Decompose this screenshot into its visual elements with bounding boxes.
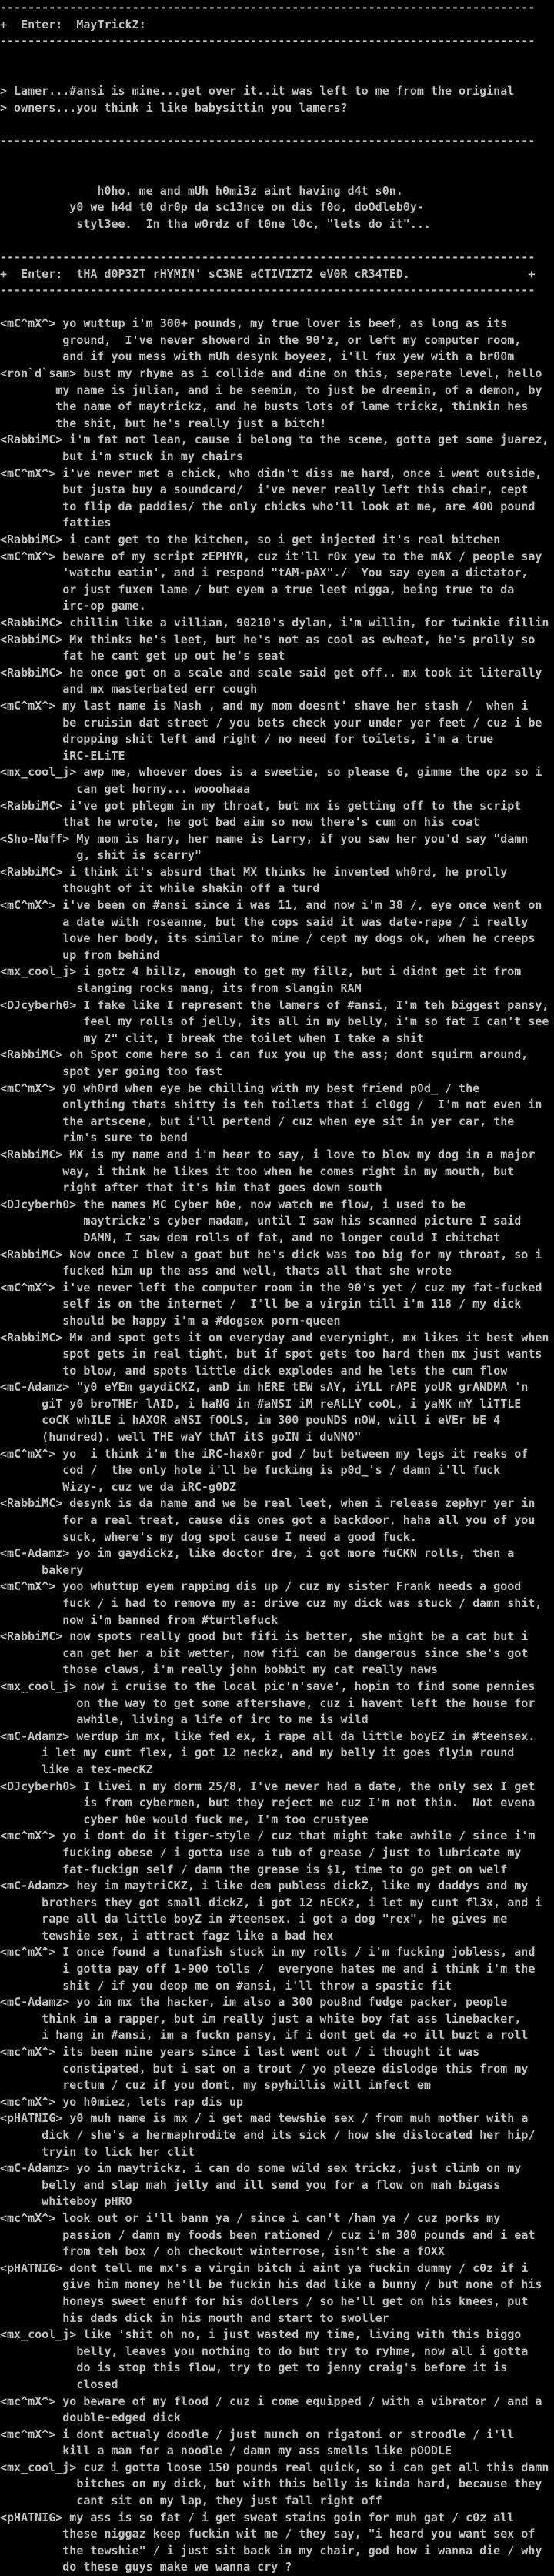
text-line: or just fuxen lame / but eyem a true leet nigga, being true to da (0, 582, 515, 596)
text-line: from teh box / oh checkout winterrose, isn't she a fOXX (0, 2244, 445, 2259)
text-line: now i'm banned from #turtlefuck (0, 1612, 279, 1627)
text-line: honeys sweet enuff for his dollers / so he'll get on his knees, put (0, 2294, 529, 2308)
chat-line: <RabbiMC> MX is my name and i'm hear to say, i love to blow my dog in a major (0, 1147, 536, 1161)
text-line: maytrickz's cyber madam, until I saw his scanned picture I said (0, 1214, 522, 1228)
separator-line: ----------------------------------------------------------------------------- (0, 133, 536, 148)
text-line: i gotta pay off 1-900 tolls / everyone hates me and i think i'm the (0, 1962, 536, 1976)
chat-line: <mC-Adamz> hey im maytriCKZ, i like dem publess dickZ, like my daddys and my (0, 1879, 529, 1893)
chat-line: <RabbiMC> desynk is da name and we be real leet, when i release zephyr yer in (0, 1496, 536, 1511)
text-line: dick / she's a hermaphrodite and its sick / how she dislocated her hip/ (0, 2128, 536, 2142)
text-line: that he wrote, he got bad aim so now there's cum on his coat (0, 815, 480, 830)
chat-nick: <mc^mX^> (0, 2094, 56, 2109)
text-line: but i'm stuck in my chairs (0, 449, 244, 464)
text-line: on the way to get some aftershave, cuz i havent left the house for (0, 1696, 536, 1710)
chat-nick: <mc^mX^> (0, 2427, 56, 2441)
text-line: the name of maytrickz, and he busts lots of lame trickz, thinkin hes (0, 399, 529, 414)
text-line: tryin to lick her clit (0, 2144, 195, 2159)
text-line: for a real treat, cause dis ones got a backdoor, haha all you of you (0, 1513, 536, 1528)
text-line: rectum / cuz if you dont, my spyhillis will infect em (0, 2078, 431, 2093)
text-line: passion / damn my foods been rationed / cuz i'm 300 pounds and i eat (0, 2227, 536, 2242)
text-line: and mx masterbated err cough (0, 682, 258, 697)
text-line: those claws, i'm really john bobbit my cat really naws (0, 1662, 438, 1677)
chat-line: <pHATNIG> y0 muh name is mx / i get mad tewshie sex / from muh mother with a (0, 2111, 529, 2126)
text-line: love her body, its similar to mine / cept my dogs ok, when he creeps (0, 931, 536, 946)
text-line: cant sit on my lap, they just fall right off (0, 2494, 382, 2508)
text-line: awhile, living a life of irc to me is wild (0, 1712, 369, 1727)
text-line: kill a man for a noodle / damn my ass smells like pOODLE (0, 2444, 452, 2458)
chat-nick: <DJcyberh0> (0, 1779, 77, 1793)
text-line: do these guys make we wanna cry ? (0, 2560, 292, 2574)
text-line: cod / the only hole i'll be fucking is p0d_'s / damn i'll fuck (0, 1463, 501, 1478)
chat-nick: <pHATNIG> (0, 2260, 63, 2275)
text-line: feel my rolls of jelly, its all in my belly, i'm so fat I can't see (0, 1014, 549, 1029)
text-line: whiteboy pHRO (0, 2194, 132, 2209)
chat-nick: <ron`d`sam> (0, 366, 77, 381)
chat-nick: <Sho-Nuff> (0, 831, 70, 846)
text-line: styl3ee. In tha w0rdz of t0ne l0c, "lets do it"... (0, 216, 431, 231)
text-line: suck, where's my dog spot cause I need a good fuck. (0, 1529, 417, 1544)
text-line: cyber h0e would fuck me, I'm too crustyee (0, 1812, 369, 1826)
chat-nick: <RabbiMC> (0, 1147, 63, 1161)
text-line: thought of it while shakin off a turd (0, 881, 320, 896)
text-line: should be happy i'm a #dogsex porn-queen (0, 1313, 341, 1328)
text-line: the artscene, but i'll pertend / cuz when eye sit in yer car, the (0, 1114, 515, 1128)
text-line: up from behind (0, 947, 160, 962)
chat-line: <mC-Adamz> yo im maytrickz, i can do some wild sex trickz, just climb on my (0, 2161, 522, 2176)
text-line: fucked him up the ass and well, thats all that she wrote (0, 1264, 452, 1278)
text-line: the tewshie" / i just sit back in my chair, god how i wanna die / why (0, 2543, 542, 2558)
chat-line: <mC-Adamz> "y0 eYEm gaydiCKZ, anD im hERE tEW sAY, iYLL rAPE yoUR grANDMA 'n (0, 1380, 529, 1395)
chat-nick: <RabbiMC> (0, 864, 63, 879)
chat-line: <pHATNIG> my ass is so fat / i get sweat stains goin for muh gat / c0z all (0, 2510, 515, 2524)
chat-nick: <mx_cool_j> (0, 2327, 77, 2342)
chat-nick: <mc^mX^> (0, 2394, 56, 2408)
text-line: and if you mess with mUh desynk boyeez, i'll fux yew with a br00m (0, 349, 515, 364)
text-line: spot gets in real tight, but if spot gets too hard then mx just wants (0, 1347, 542, 1362)
text-line: way, i think he likes it too when he comes right in my mouth, but (0, 1164, 515, 1178)
chat-line: <mC-Adamz> yo im mx tha hacker, im also a 300 pou8nd fudge packer, people (0, 1995, 508, 2010)
text-line: can get horny... wooohaaa (0, 781, 251, 796)
text-line: fatties (0, 516, 112, 530)
chat-nick: <mC-Adamz> (0, 1729, 70, 1743)
text-line: belly, leaves you nothing to do but try to ryhme, now all i gotta (0, 2344, 529, 2358)
text-line: give him money he'll be fuckin his dad like a bunny / but none of his (0, 2277, 542, 2292)
text-line: (hundred). well THE waY thAT itS goIN i duNNO" (0, 1430, 362, 1445)
chat-line: <mx_cool_j> now i cruise to the local pic'n'save', hopin to find some pennies (0, 1679, 536, 1693)
chat-line: <RabbiMC> i've got phlegm in my throat, but mx is getting off to the script (0, 798, 522, 813)
chat-line: <mc^mX^> i dont actualy doodle / just munch on rigatoni or stroodle / i'll (0, 2427, 515, 2441)
text-line: think im a rapper, but im really just a white boy fat ass linebacker, (0, 2011, 522, 2026)
text-line: slanging rocks mang, its from slangin RAM (0, 981, 362, 996)
chat-nick: <mC^mX^> (0, 1280, 56, 1295)
blank-line (0, 66, 554, 83)
text-line: DAMN, I saw dem rolls of fat, and no longer could I chitchat (0, 1230, 501, 1245)
chat-line: <mc^mX^> look out or i'll bann ya / since i can't /ham ya / cuz porks my (0, 2210, 501, 2225)
chat-nick: <mC^mX^> (0, 1081, 56, 1095)
chat-nick: <RabbiMC> (0, 1247, 63, 1261)
chat-line: <DJcyberh0> I livei n my dorm 25/8, I've never had a date, the only sex I get (0, 1779, 536, 1793)
text-line: self is on the internet / I'll be a virgin till i'm 118 / my dick (0, 1297, 522, 1311)
text-line: i hang in #ansi, im a fuckn pansy, if i dont get da +o ill buzt a roll (0, 2028, 529, 2043)
chat-line: <mC^mX^> yo wuttup i'm 300+ pounds, my true lover is beef, as long as its (0, 316, 508, 331)
chat-nick: <RabbiMC> (0, 433, 63, 447)
text-line: spot yer going too fast (0, 1064, 222, 1078)
chat-line: <mC-Adamz> yo im gaydickz, like doctor dre, i got more fuCKN rolls, then a (0, 1546, 515, 1561)
text-line: to blow, and spots little dick explodes and he lets the cum flow (0, 1363, 508, 1378)
text-line: dropping shit left and right / no need for toilets, i'm a true (0, 732, 494, 747)
chat-nick: <mx_cool_j> (0, 1679, 77, 1693)
chat-line: <RabbiMC> i'm fat not lean, cause i belong to the scene, gotta get some juarez, (0, 433, 549, 447)
chat-nick: <mC-Adamz> (0, 1546, 70, 1561)
chat-nick: <mc^mX^> (0, 2210, 56, 2225)
blank-line (0, 166, 554, 183)
chat-nick: <mx_cool_j> (0, 2460, 77, 2474)
section-header: + Enter: tHA d0P3ZT rHYMIN' sC3NE aCTIVIZTZ eV0R cR34TED. + (0, 266, 536, 281)
text-line: fat-fuckign self / damn the grease is $1, time to go get on welf (0, 1862, 508, 1876)
chat-line: <DJcyberh0> I fake like I represent the lamers of #ansi, I'm teh biggest pansy, (0, 997, 549, 1012)
text-line: shit / if you deop me on #ansi, i'll throw a spastic fit (0, 1978, 452, 1993)
chat-nick: <mC-Adamz> (0, 1879, 70, 1893)
chat-line: <mc^mX^> yo h0miez, lets rap dis up (0, 2094, 244, 2109)
text-line: be cruisin dat street / you bets check your under yer feet / cuz i be (0, 715, 542, 730)
chat-line: <mc^mX^> yo beware of my flood / cuz i come equipped / with a vibrator / and a (0, 2394, 542, 2408)
text-line: fuck / i had to remove my a: drive cuz my dick was stuck / damn shit, (0, 1596, 542, 1610)
blank-line (0, 116, 554, 133)
chat-line: <mC^mX^> yoo whuttup eyem rapping dis up / cuz my sister Frank needs a good (0, 1579, 522, 1594)
text-line: belly and slap mah jelly and ill send you for a flow on mah bigass (0, 2177, 501, 2192)
chat-line: <RabbiMC> oh Spot come here so i can fux you up the ass; dont squirm around, (0, 1047, 529, 1062)
chat-line: <mc^mX^> yo i dont do it tiger-style / cuz that might take awhile / since i'm (0, 1829, 536, 1843)
chat-nick: <DJcyberh0> (0, 997, 77, 1012)
chat-line: <RabbiMC> Mx and spot gets it on everyday and everynight, mx likes it best when (0, 1330, 549, 1345)
chat-line: <mx_cool_j> cuz i gotta loose 150 pounds real quick, so i can get all this damn (0, 2460, 549, 2474)
text-line: a date with roseanne, but the cops said it was date-rape / i really (0, 914, 529, 929)
text-line: ground, I've never showerd in the 90'z, or left my computer room, (0, 332, 522, 347)
chat-nick: <pHATNIG> (0, 2111, 63, 2126)
chat-line: <RabbiMC> i think it's absurd that MX thinks he invented wh0rd, he prolly (0, 864, 508, 879)
chat-line: <mc^mX^> its been nine years since i last went out / i thought it was (0, 2045, 480, 2060)
chat-nick: <pHATNIG> (0, 2510, 63, 2524)
chat-nick: <RabbiMC> (0, 665, 63, 680)
text-line: iRC-ELiTE (0, 748, 125, 763)
chat-line: <RabbiMC> Mx thinks he's leet, but he's not as cool as ewheat, he's prolly so (0, 632, 536, 647)
text-line: double-edged dick (0, 2411, 181, 2425)
text-line: brothers they got small dickZ, i got 12 nECKz, i let my cunt fl3x, and i (0, 1895, 542, 1909)
chat-nick: <RabbiMC> (0, 533, 63, 546)
text-line: 'watchu eatin', and i respond "tAM-pAX"./ You say eyem a dictator, (0, 566, 529, 580)
text-line: y0 we h4d t0 dr0p da sc13nce on dis f0o, doOdleb0y- (0, 200, 424, 215)
chat-nick: <RabbiMC> (0, 1330, 63, 1345)
separator-line: ----------------------------------------------------------------------------- (0, 249, 536, 264)
chat-line: <ron`d`sam> bust my rhyme as i collide and dine on this, seperate level, hello (0, 366, 542, 381)
text-line: right after that it's him that goes down south (0, 1181, 382, 1195)
text-line: tewshie sex, i attract fagz like a bad hex (0, 1928, 334, 1943)
text-line: but justa buy a soundcard/ i've never really left this chair, cept (0, 483, 529, 497)
chat-line: <mC-Adamz> werdup im mx, like fed ex, i rape all da little boyEZ in #teensex. (0, 1729, 536, 1743)
chat-line: <mC^mX^> i've never left the computer room in the 90's yet / cuz my fat-fucked (0, 1280, 542, 1295)
text-line: to flip da paddies/ the only chicks who'll look at me, are 400 pound (0, 499, 536, 513)
chat-nick: <mC^mX^> (0, 1446, 56, 1461)
text-line: my 2" clit, I break the toilet when I take a shit (0, 1031, 424, 1045)
chat-line: <mx_cool_j> i gotz 4 billz, enough to get my fillz, but i didnt get it from (0, 964, 522, 979)
section-header: + Enter: MayTrickZ: (0, 17, 146, 32)
text-line: bakery (0, 1562, 84, 1577)
chat-nick: <mC-Adamz> (0, 1995, 70, 2010)
chat-nick: <RabbiMC> (0, 798, 63, 813)
chat-line: <DJcyberh0> the names MC Cyber h0e, now watch me flow, i used to be (0, 1197, 466, 1211)
chat-line: <mC^mX^> y0 wh0rd when eye be chilling with my best friend p0d_ / the (0, 1081, 480, 1095)
chat-nick: <mC-Adamz> (0, 2161, 70, 2176)
blank-line (0, 50, 554, 67)
chat-line: <RabbiMC> Now once I blew a goat but he's dick was too big for my throat, so i (0, 1247, 542, 1261)
chat-nick: <RabbiMC> (0, 615, 63, 630)
text-line: my name is julian, and i be seemin, to just be dreemin, of a demon, by (0, 383, 542, 397)
chat-line: <mC^mX^> beware of my script zEPHYR, cuz it'll r0x yew to the mAX / people say (0, 549, 542, 563)
chat-nick: <mx_cool_j> (0, 964, 77, 979)
text-line: can get her a bit wetter, now fifi can be dangerous since she's got (0, 1645, 529, 1660)
chat-line: <RabbiMC> he once got on a scale and scale said get off.. mx took it literally (0, 665, 542, 680)
text-line: is from cybermen, but they reject me cuz I'm not thin. Not evena (0, 1796, 536, 1810)
chat-nick: <mc^mX^> (0, 2045, 56, 2060)
chat-line: <RabbiMC> i cant get to the kitchen, so i get injected it's real bitchen (0, 533, 501, 546)
chat-line: <mC^mX^> yo i think i'm the iRC-hax0r god / but between my legs it reaks of (0, 1446, 529, 1461)
chat-line: <mC^mX^> i've been on #ansi since i was 11, and now i'm 38 /, eye once went on (0, 898, 542, 913)
chat-nick: <mC^mX^> (0, 1579, 56, 1594)
text-line: Wizy-, cuz we da iRC-g0DZ (0, 1479, 237, 1494)
text-line: g, shit is scarry" (0, 848, 202, 863)
separator-line: ----------------------------------------------------------------------------- (0, 283, 536, 298)
chat-line: <mx_cool_j> like 'shit oh no, i just wasted my time, living with this biggo (0, 2327, 522, 2342)
separator-line: ----------------------------------------------------------------------------- (0, 34, 536, 48)
quote-line: > owners...you think i like babysittin you lamers? (0, 100, 348, 115)
chat-nick: <RabbiMC> (0, 1629, 63, 1644)
blank-line (0, 299, 554, 316)
chat-line: <Sho-Nuff> My mom is hary, her name is Larry, if you saw her you'd say "damn (0, 831, 529, 846)
chat-nick: <mx_cool_j> (0, 765, 77, 780)
chat-line: <mc^mX^> I once found a tunafish stuck in my rolls / i'm fucking jobless, and (0, 1945, 536, 1960)
text-line: his dads dick in his mouth and start to swoller (0, 2310, 389, 2325)
chat-line: <RabbiMC> chillin like a villian, 90210's dylan, i'm willin, for twinkie fillin (0, 615, 549, 630)
text-line: closed (0, 2377, 118, 2391)
text-line: rim's sure to bend (0, 1131, 188, 1145)
chat-nick: <DJcyberh0> (0, 1197, 77, 1211)
text-line: the shit, but he's really just a bitch! (0, 416, 327, 430)
chat-nick: <mC^mX^> (0, 466, 56, 480)
text-line: fucking obese / i gotta use a tub of grease / just to lubricate my (0, 1845, 522, 1859)
text-line: h0ho. me and mUh h0mi3z aint having d4t s0n. (0, 183, 403, 198)
text-line: these niggaz keep fuckin wit me / they say, "i heard you want sex of (0, 2527, 536, 2541)
chat-line: <pHATNIG> dont tell me mx's a virgin bitch i aint ya fuckin dummy / c0z if i (0, 2260, 529, 2275)
text-line: irc-op game. (0, 599, 146, 613)
text-line: onlything thats shitty is teh toilets that i cl0gg / I'm not even in (0, 1098, 542, 1112)
chat-nick: <mC^mX^> (0, 698, 56, 713)
separator-line: ----------------------------------------------------------------------------- (0, 1, 536, 15)
text-line: rape all da little boyZ in #teensex. i got a dog "rex", he gives me (0, 1912, 508, 1926)
text-line: coCK whILE i hAXOR aNSI fOOLS, im 300 pouNDS nOW, will i eVEr bE 4 (0, 1413, 501, 1428)
blank-line (0, 232, 554, 249)
text-line: constipated, but i sat on a trout / yo pleeze dislodge this from my (0, 2061, 529, 2076)
chat-nick: <mC^mX^> (0, 549, 56, 563)
chat-nick: <mc^mX^> (0, 1945, 56, 1960)
chat-line: <mC^mX^> my last name is Nash , and my mom doesnt' shave her stash / when i (0, 698, 529, 713)
chat-nick: <mC^mX^> (0, 316, 56, 331)
chat-line: <mx_cool_j> awp me, whoever does is a sweetie, so please G, gimme the opz so i (0, 765, 542, 780)
text-line: like a tex-mecKZ (0, 1762, 153, 1776)
chat-line: <mC^mX^> i've never met a chick, who didn't diss me hard, once i went outside, (0, 466, 542, 480)
quote-line: > Lamer...#ansi is mine...get over it..it was left to me from the original (0, 83, 515, 98)
chat-nick: <RabbiMC> (0, 1496, 63, 1511)
blank-line (0, 149, 554, 166)
text-line: i let my cunt flex, i got 12 neckz, and my belly it goes flyin round (0, 1746, 515, 1760)
chat-nick: <mC-Adamz> (0, 1380, 70, 1395)
chat-nick: <mC^mX^> (0, 898, 56, 913)
text-line: bitches on my dick, but with this belly is kinda hard, because they (0, 2477, 542, 2491)
text-line: fat he cant get up out he's seat (0, 649, 285, 663)
chat-nick: <RabbiMC> (0, 1047, 63, 1062)
chat-line: <RabbiMC> now spots really good but fifi is better, she might be a cat but i (0, 1629, 529, 1644)
chat-nick: <RabbiMC> (0, 632, 63, 647)
text-line: giT y0 broTHEr lAID, i haNG in #aNSI iM reALLY coOL, i yaNK mY liTTLE (0, 1396, 522, 1411)
chat-nick: <mc^mX^> (0, 1829, 56, 1843)
text-line: do is stop this flow, try to get to jenny craig's before it is (0, 2360, 508, 2375)
